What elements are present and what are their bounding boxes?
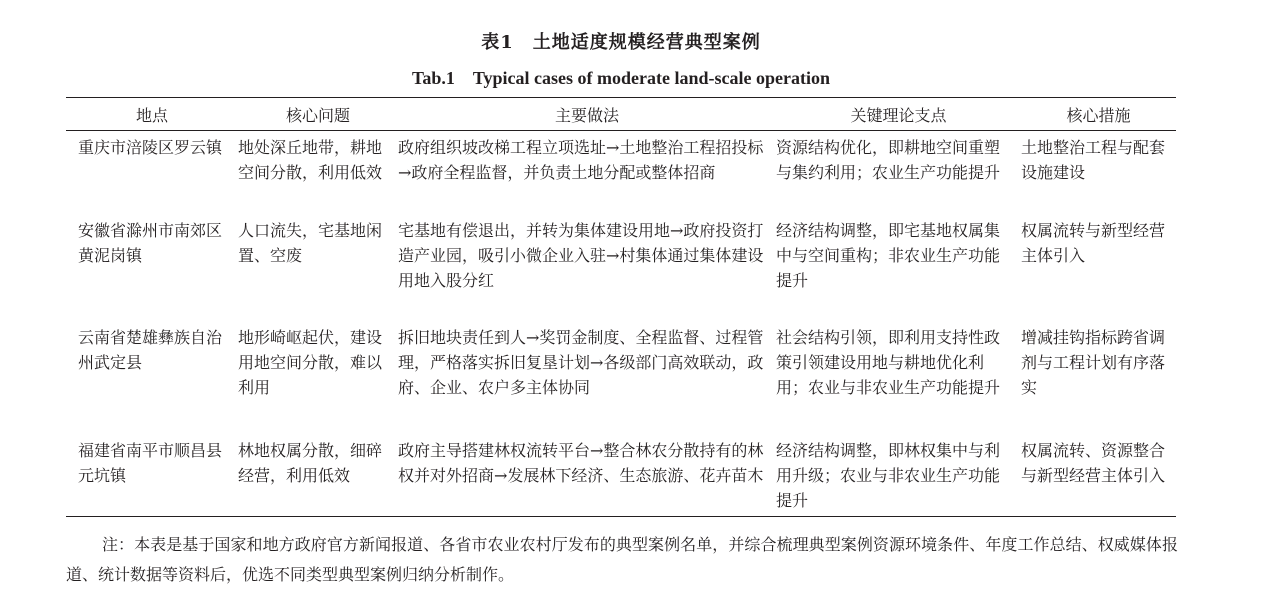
cell-main-practice: 政府主导搭建林权流转平台→整合林农分散持有的林权并对外招商→发展林下经济、生态旅游、花卉苗木 <box>398 441 764 485</box>
header-core-problem: 核心问题 <box>285 105 350 125</box>
cell-key-theory: 经济结构调整，即林权集中与利用升级；农业与非农业生产功能提升 <box>776 441 1001 510</box>
cell-location: 安徽省滁州市南郊区黄泥岗镇 <box>78 221 223 265</box>
cell-core-problem: 地形崎岖起伏，建设用地空间分散，难以利用 <box>238 328 383 397</box>
table-row <box>66 131 1176 216</box>
header-core-measure: 核心措施 <box>1066 105 1131 125</box>
table-row <box>66 438 1176 517</box>
cell-core-problem: 人口流失，宅基地闲置、空废 <box>238 221 383 265</box>
cell-core-problem: 林地权属分散，细碎经营，利用低效 <box>238 441 383 485</box>
table-row <box>66 325 1176 438</box>
header-main-practice: 主要做法 <box>554 105 619 125</box>
cell-location: 福建省南平市顺昌县元坑镇 <box>78 441 223 485</box>
cell-core-measure: 权属流转、资源整合与新型经营主体引入 <box>1021 441 1166 485</box>
header-key-theory: 关键理论支点 <box>850 105 947 125</box>
cell-location: 重庆市涪陵区罗云镇 <box>78 138 223 157</box>
cell-main-practice: 宅基地有偿退出，并转为集体建设用地→政府投资打造产业园，吸引小微企业入驻→村集体通过集体建设用地入股分红 <box>398 221 764 290</box>
table-title-chinese: 表1 土地适度规模经营典型案例 <box>481 32 761 53</box>
cell-core-measure: 土地整治工程与配套设施建设 <box>1021 138 1166 182</box>
cell-key-theory: 资源结构优化，即耕地空间重塑与集约利用；农业生产功能提升 <box>776 138 1001 182</box>
cell-main-practice: 政府组织坡改梯工程立项选址→土地整治工程招投标→政府全程监督，并负责土地分配或整体招商 <box>398 138 764 182</box>
cell-location: 云南省楚雄彝族自治州武定县 <box>78 328 223 372</box>
cell-main-practice: 拆旧地块责任到人→奖罚金制度、全程监督、过程管理，严格落实拆旧复垦计划→各级部门高效联动，政府、企业、农户多主体协同 <box>398 328 764 397</box>
cases-table <box>66 97 1176 517</box>
table-row <box>66 215 1176 325</box>
cell-core-measure: 增减挂钩指标跨省调剂与工程计划有序落实 <box>1021 328 1166 397</box>
cell-key-theory: 社会结构引领，即利用支持性政策引领建设用地与耕地优化利用；农业与非农业生产功能提升 <box>776 328 1001 397</box>
cases-table-container <box>66 97 1176 517</box>
table-note: 注：本表是基于国家和地方政府官方新闻报道、各省市农业农村厅发布的典型案例名单，并综合梳理典型案例资源环境条件、年度工作总结、权威媒体报道、统计数据等资料后，优选不同类型典型案例归纳分析制作。 <box>66 535 1178 584</box>
header-location: 地点 <box>135 105 168 125</box>
table-header-row <box>66 98 1176 131</box>
cell-core-measure: 权属流转与新型经营主体引入 <box>1021 221 1166 265</box>
table-title-english: Tab.1 Typical cases of moderate land-scale operation <box>412 68 830 88</box>
cell-key-theory: 经济结构调整，即宅基地权属集中与空间重构；非农业生产功能提升 <box>776 221 1001 290</box>
cell-core-problem: 地处深丘地带，耕地空间分散，利用低效 <box>238 138 383 182</box>
